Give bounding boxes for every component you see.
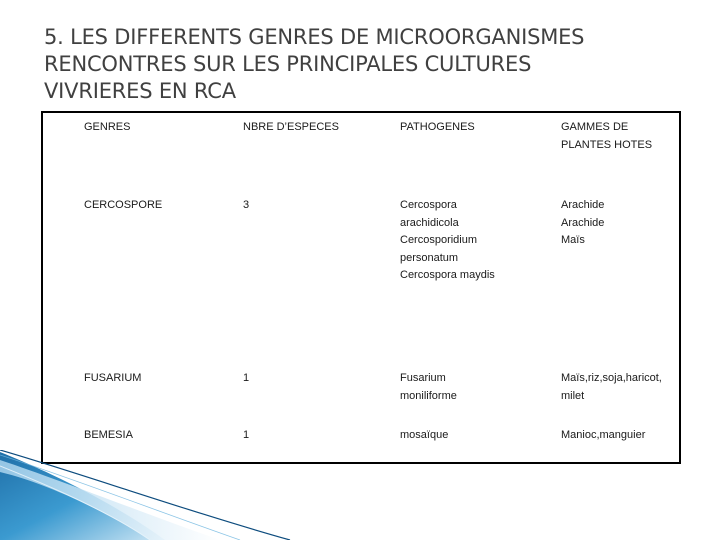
pathogen-line: mosaïque: [400, 429, 449, 441]
pathogen-line: Fusarium: [400, 372, 446, 384]
cell-genre: BEMESIA: [84, 429, 133, 441]
host-line: milet: [561, 389, 585, 402]
cell-nbre: 1: [243, 429, 250, 441]
slide-title: [44, 24, 684, 105]
host-line: Maïs,riz,soja,haricot,: [561, 372, 662, 384]
title-line-1: 5. LES DIFFERENTS GENRES DE MICROORGANISMES: [44, 25, 585, 49]
pathogen-line: moniliforme: [400, 389, 457, 402]
title-line-3: VIVRIERES EN RCA: [44, 79, 236, 103]
cell-genre: CERCOSPORE: [84, 199, 163, 211]
title-line-2: RENCONTRES SUR LES PRINCIPALES CULTURES: [44, 52, 532, 76]
host-line: Manioc,manguier: [561, 429, 646, 441]
pathogen-line: arachidicola: [400, 216, 459, 229]
cell-pathogenes: [400, 370, 457, 405]
blue-wave-decoration: [0, 450, 300, 540]
header-gammes-line-2: PLANTES HOTES: [561, 138, 653, 151]
pathogen-line: personatum: [400, 251, 459, 264]
pathogen-line: Cercosporidium: [400, 234, 478, 246]
cell-plantes-hotes: [561, 370, 662, 405]
cell-pathogenes: [400, 197, 495, 285]
host-line: Arachide: [561, 216, 605, 229]
header-gammes-plantes-hotes: [561, 119, 652, 154]
cell-nbre: 3: [243, 199, 250, 211]
header-genres: GENRES: [84, 121, 131, 133]
cell-plantes-hotes: [561, 427, 645, 445]
cell-nbre: 1: [243, 372, 250, 384]
host-line: Arachide: [561, 199, 605, 211]
microorganisms-table: [41, 111, 681, 464]
header-gammes-line-1: GAMMES DE: [561, 121, 629, 133]
cell-genre: FUSARIUM: [84, 372, 142, 384]
pathogen-line: Cercospora: [400, 199, 457, 211]
host-line: Maïs: [561, 234, 585, 246]
cell-pathogenes: [400, 427, 448, 445]
header-nbre-especes: NBRE D’ESPECES: [243, 121, 339, 133]
header-pathogenes: PATHOGENES: [400, 121, 475, 133]
pathogen-line: Cercospora maydis: [400, 269, 495, 281]
cell-plantes-hotes: [561, 197, 604, 250]
